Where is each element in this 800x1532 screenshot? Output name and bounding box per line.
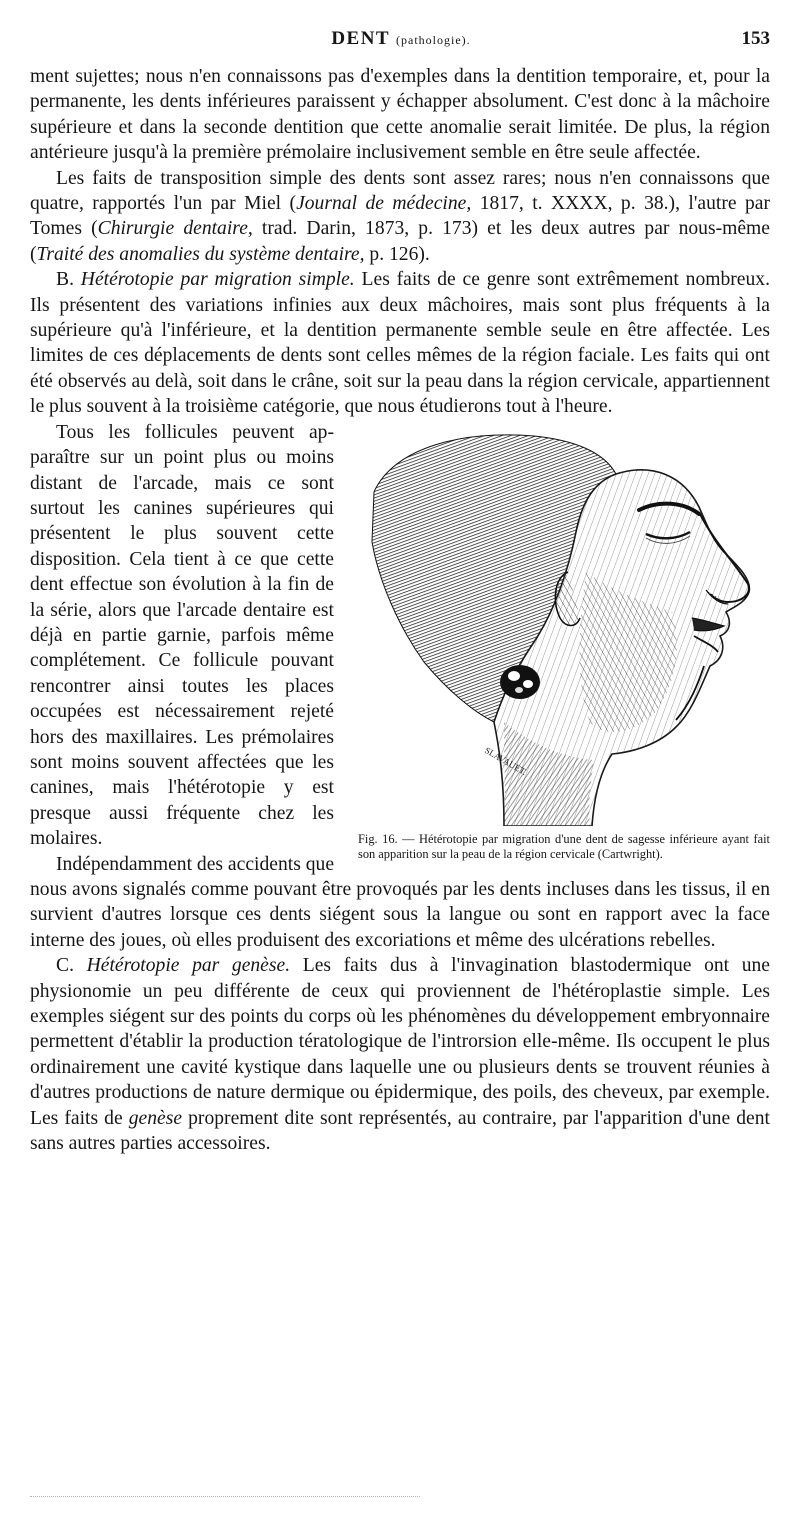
paragraph-4: Tous les follicules peuvent apparaître sur un point plus ou moins distant de l'arcade, mais ce sont surtout les canines supérieures qui présentent le plus souvent cette disposition. Cela tient à ce que cette dent effectue son évolution à la fin de la série, alors que l'arcade dentaire est déjà en partie garnie, parfois même complétement. Ce follicule pouvant rencontrer ainsi toutes les places occupées est nécessairement rejeté hors des maxillaires. Les prémolaires sont moins souvent affectées que les canines, mais l'hétérotopie y est presque aussi fréquente chez les molaires. bbox=[30, 421, 334, 850]
citation-traite: Traité des anomalies du système dentaire, bbox=[36, 243, 365, 265]
page-number: 153 bbox=[741, 28, 770, 49]
section-marker-c: C. bbox=[56, 955, 74, 977]
tooth-lesion-shape bbox=[500, 665, 540, 699]
figure-illustration bbox=[354, 422, 770, 826]
paragraph-3-text: Les faits de ce genre sont extrêmement nombreux. Ils présentent des variations infinies aux deux mâchoires, mais sont plus fréquents à la supérieure qu'à l'inférieure, et la dentition permanente semble seule en être affectée. Les limites de ces déplacements de dents sont celles mêmes de la région faciale. Les faits qui ont été observés au delà, soit dans le crâne, soit sur la peau dans la région cervicale, appartiennent le plus souvent à la troisième catégorie, que nous étudierons tout à l'heure. bbox=[30, 269, 770, 418]
engraver-signature: SLAVAUET. bbox=[483, 744, 529, 777]
section-heading-genese: Hétérotopie par genèse. bbox=[86, 955, 291, 977]
section-heading-migration: Hétérotopie par migration simple. bbox=[80, 269, 355, 291]
paragraph-2-text-3: trad. Darin, 1873, p. 173) et les deux autres par nous-même ( bbox=[30, 218, 770, 265]
paragraph-6-text-2: proprement dite sont représentés, au contraire, par l'apparition d'une dent sans autres parties accessoires. bbox=[30, 1107, 770, 1155]
figure-caption-label: Fig. 16. bbox=[358, 831, 398, 846]
paragraph-2-text-2: 1817, t. XXXX, p. 38.), l'autre par Tomes ( bbox=[30, 193, 771, 240]
running-head-subtitle: (pathologie). bbox=[396, 33, 471, 47]
paragraph-1: ment sujettes; nous n'en connaissons pas d'exemples dans la dentition temporaire, et, pour la permanente, les dents inférieures paraissent y échapper absolument. C'est donc à la mâchoire supérieure et dans la seconde dentition que cette anomalie serait limitée. De plus, la région antérieure jusqu'à la première prémolaire inclusivement semble en être seule affectée. bbox=[30, 66, 770, 164]
citation-chirurgie: Chirurgie dentaire, bbox=[97, 218, 253, 240]
section-marker-b: B. bbox=[56, 269, 74, 291]
figure-caption-text: — Hétérotopie par migration d'une dent de sagesse inférieure ayant fait son apparition sur la peau de la région cervicale (Cartwright). bbox=[358, 831, 770, 861]
paragraph-5: Indépendamment des accidents que nous avons signalés comme pouvant être provoqués par les dents incluses dans les tissus, il en survient d'autres lorsque ces dents siégent sous la langue ou sont en rapport avec la face interne des joues, où elles produisent des excoriations et même des ulcérations rebelles. bbox=[30, 853, 770, 951]
paragraph-2 bbox=[30, 166, 770, 268]
figure-caption bbox=[358, 832, 770, 862]
paragraph-6 bbox=[30, 953, 770, 1156]
running-head bbox=[30, 28, 772, 50]
body-text bbox=[30, 64, 770, 1156]
page-header bbox=[30, 28, 772, 58]
paragraph-2-text-1: Les faits de transposition simple des dents sont assez rares; nous n'en connaissons que quatre, rapportés l'un par Miel ( bbox=[30, 167, 770, 215]
paragraph-2-text-4: p. 126). bbox=[364, 243, 430, 265]
citation-journal: Journal de médecine, bbox=[296, 193, 472, 215]
figure-16 bbox=[354, 422, 770, 862]
paragraph-3 bbox=[30, 267, 770, 419]
footer-dotted-rule bbox=[30, 1496, 420, 1497]
term-genese: genèse bbox=[128, 1107, 183, 1129]
paragraph-6-text-1: Les faits dus à l'invagination blastodermique ont une physionomie un peu différente de ceux qui proviennent de l'hétéroplastie simple. Les exemples siégent sur des points du corps où les phénomènes du développement embryonnaire permettent d'établir la production tératologique de l'introrsion elle-même. Ils occupent le plus ordinairement une cavité kystique dans laquelle une ou plusieurs dents se trouvent réunies à d'autres productions de nature dermique ou épidermique, des poils, des cheveux, par exemple. Les faits de bbox=[30, 955, 771, 1129]
running-head-title: DENT bbox=[331, 28, 390, 49]
